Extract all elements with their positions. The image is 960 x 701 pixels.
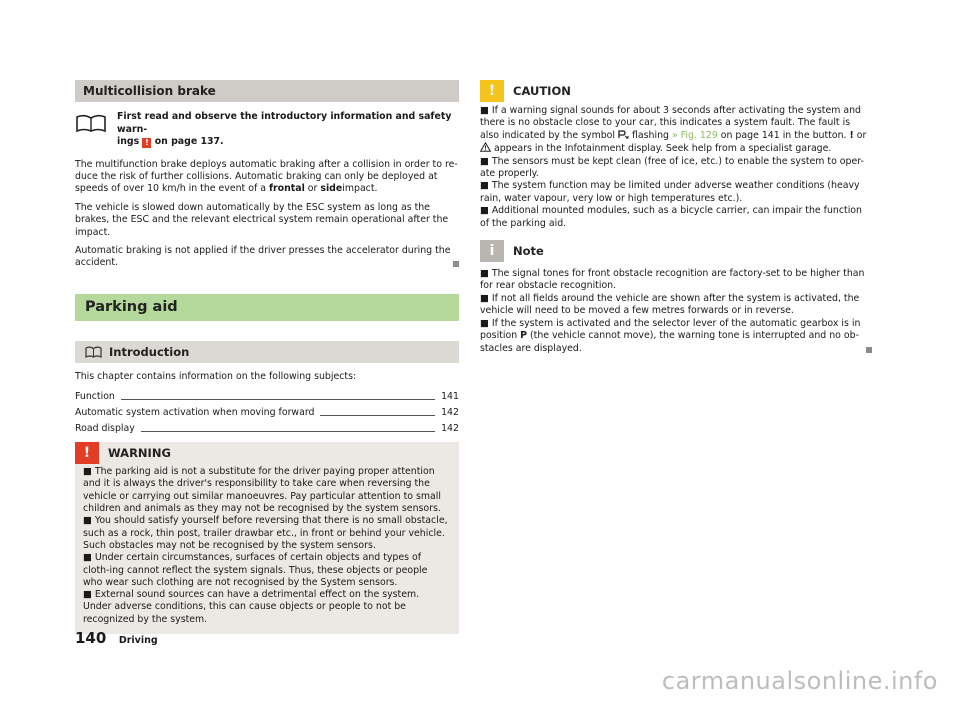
warning-header [75,442,459,464]
note-title: Note [513,244,544,259]
warning-triangle-icon [480,142,491,152]
toc-leader [121,399,435,400]
parking-symbol-icon [618,130,629,139]
list-item: ■ The parking aid is not a substitute for the driver paying proper attention and it is always the driver's responsibility to take care when reversing the vehicle or carrying out similar manoeuvres. Pay particular attention to small children and animals as they may not be recognised by the system sensors. [83,466,441,515]
warning-title: WARNING [108,446,171,461]
list-item: ■ The signal tones for front obstacle recognition are factory-set to be higher than for rear obstacle recognition. [480,268,865,292]
note-body [480,262,872,355]
first-read-text-2: ings [117,136,140,147]
list-item: ■ The system function may be limited under adverse weather conditions (heavy rain, water vapour, very low or high temperatures etc.). [480,180,860,204]
bold-term: side [320,183,343,195]
list-item: ■ If a warning signal sounds for about 3 seconds after activating the system and there is no obstacle close to your car, this indicates a system fault. The fault is also indicated by the symbol flashing » Fig. 129 on page 141 in the button. ! or appears in the Infotainment display. Seek help from a specialist garage. [480,105,867,155]
toc-row[interactable] [75,387,459,403]
watermark: carmanualsonline.info [661,667,938,695]
toc-page: 142 [441,407,459,419]
list-item: ■ Under certain circumstances, surfaces of certain objects and types of cloth-ing cannot reflect the system signals. Thus, these objects or people who wear such clothing are not recognised by the System sensors. [83,552,428,588]
caution-icon: ! [480,80,504,102]
list-item: ■ Additional mounted modules, such as a bicycle carrier, can impair the function of the parking aid. [480,205,862,229]
caution-body [480,102,872,230]
toc-label: Road display [75,423,135,435]
toc-page: 142 [441,423,459,435]
warning-icon: ! [75,442,99,464]
toc-leader [141,431,435,432]
toc-leader [320,415,435,416]
warning-body [75,464,459,634]
info-icon: i [480,240,504,262]
warning-icon: ! [142,138,151,148]
table-of-contents [75,387,459,435]
paragraph: Automatic braking is not applied if the driver presses the accelerator during the accident. [75,245,459,270]
list-item: ■ You should satisfy yourself before reversing that there is no small obstacle, such as a rock, thin post, trailer drawbar etc., in front or behind your vehicle. Such obstacles may not be recognised by the system sensors. [83,515,448,551]
paragraph: The multifunction brake deploys automatic braking after a collision in order to re-duce the risk of further collisions. Automatic braking can only be deployed at speeds of over 10 km/h in the event of a frontal or sideimpact. [75,158,458,195]
right-column [480,80,872,355]
book-icon [85,346,102,358]
chapter-heading-parking-aid: Parking aid [75,294,459,321]
bold-term: frontal [268,183,305,195]
toc-row[interactable] [75,403,459,419]
intro-text: This chapter contains information on the following subjects: [75,370,357,382]
section-end-marker [866,347,872,353]
toc-row[interactable] [75,419,459,435]
list-item: ■ If the system is activated and the selector lever of the automatic gearbox is in position P (the vehicle cannot move), the warning tone is interrupted and no ob-stacles are displayed. [480,318,872,355]
list-item: ■ External sound sources can have a detrimental effect on the system. Under adverse conditions, this can cause objects or people to not be recognized by the system. [83,589,420,625]
section-heading-multicollision: Multicollision brake [75,80,459,102]
list-item: ■ The sensors must be kept clean (free of ice, etc.) to enable the system to oper-ate properly. [480,155,864,180]
figure-link[interactable]: » Fig. 129 [671,129,718,141]
caution-header [480,80,872,102]
page-footer [75,629,158,647]
book-icon [75,113,107,133]
paragraph: The vehicle is slowed down automatically by the ESC system as long as the brakes, the ESC and the relevant electrical system remain operational after the impact. [75,201,449,238]
warning-box [75,442,459,634]
toc-page: 141 [441,391,459,403]
section-name: Driving [118,635,158,646]
note-box [480,240,872,355]
first-read-text: First read and observe the introductory information and safety warn- [117,111,452,135]
note-header [480,240,872,262]
left-column [75,80,459,634]
section-end-marker [453,261,459,267]
toc-label: Automatic system activation when moving forward [75,407,315,419]
first-read-notice [75,111,459,149]
caution-title: CAUTION [513,84,571,98]
caution-box [480,80,872,230]
first-read-page-ref[interactable]: on page 137. [154,136,224,147]
list-item: ■ If not all fields around the vehicle are shown after the system is activated, the vehicle will need to be moved a few metres forwards or in reverse. [480,292,860,317]
introduction-heading: Introduction [75,341,459,363]
page-number: 140 [75,629,107,647]
toc-label: Function [75,391,115,403]
